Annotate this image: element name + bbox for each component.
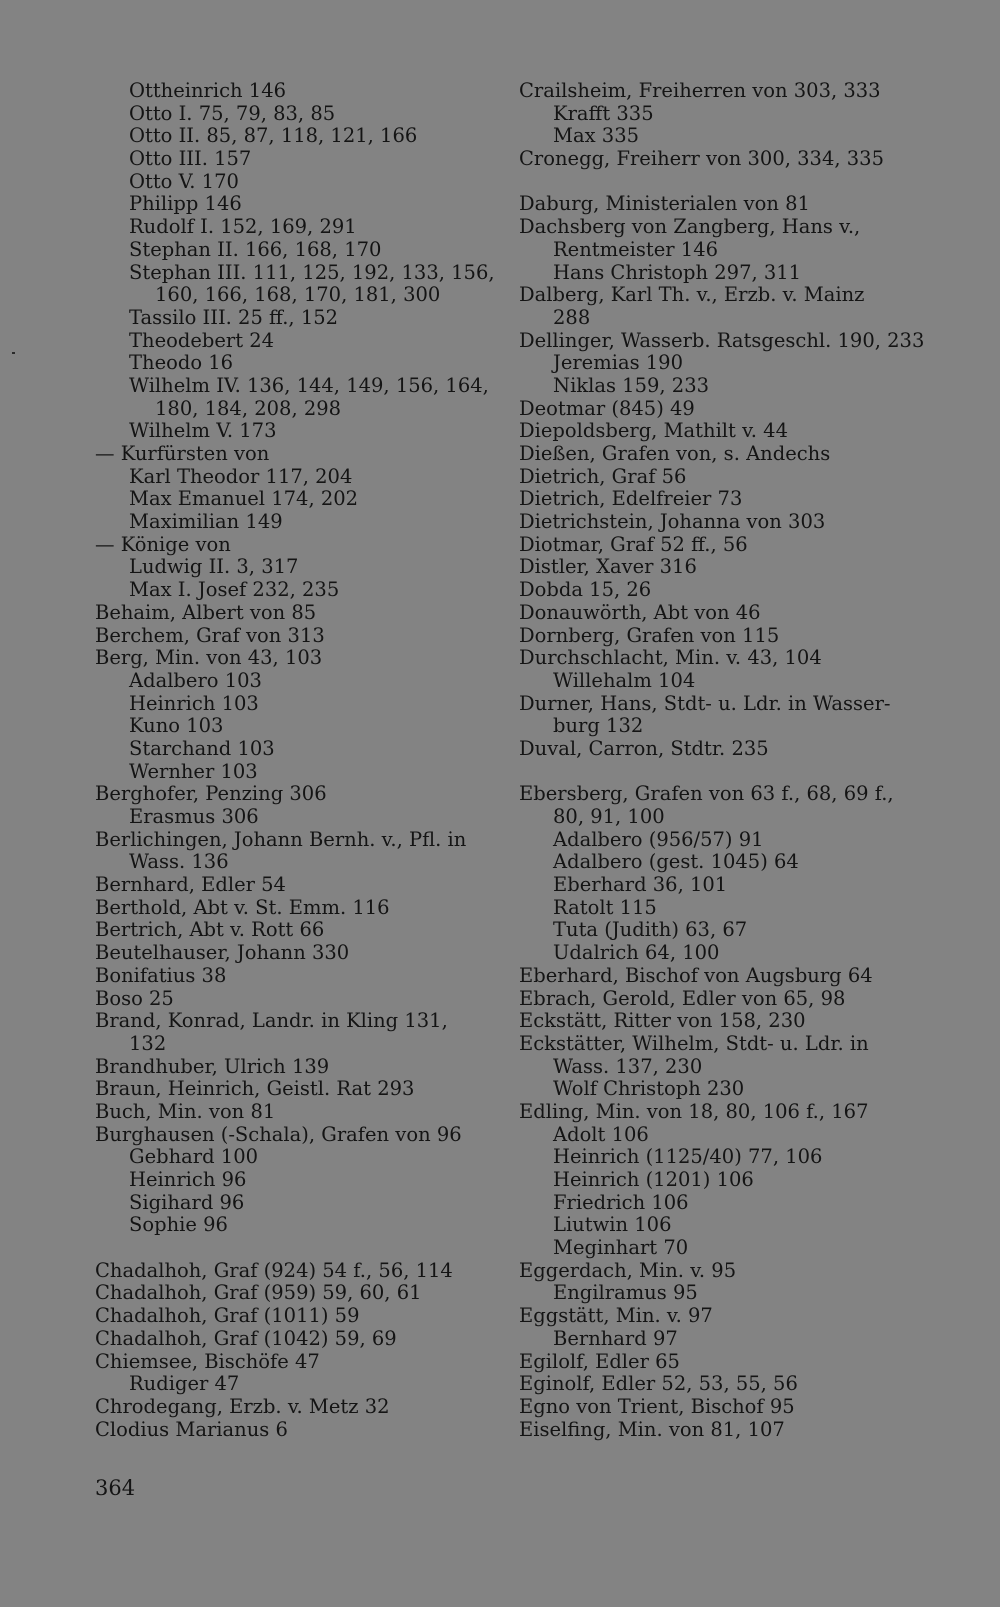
index-entry: Durchschlacht, Min. v. 43, 104	[519, 646, 822, 670]
index-subentry: Krafft 335	[553, 101, 654, 125]
index-subentry: 160, 166, 168, 170, 181, 300	[155, 283, 441, 307]
index-subentry: Otto I. 75, 79, 83, 85	[129, 101, 336, 125]
index-subentry: Rentmeister 146	[553, 237, 719, 261]
index-entry: Dießen, Grafen von, s. Andechs	[519, 442, 831, 465]
index-subentry: Hans Christoph 297, 311	[553, 260, 802, 284]
index-entry: Chadalhoh, Graf (924) 54 f., 56, 114	[95, 1258, 453, 1282]
index-entry: — Könige von	[95, 532, 231, 556]
index-subentry: 80, 91, 100	[553, 805, 665, 828]
index-subentry: Theodo 16	[129, 351, 234, 375]
index-entry: Ebrach, Gerold, Edler von 65, 98	[519, 986, 846, 1010]
index-subentry: Wernher 103	[129, 759, 258, 783]
index-subentry: Max I. Josef 232, 235	[129, 578, 340, 602]
index-subentry: Stephan II. 166, 168, 170	[129, 237, 382, 261]
index-entry: Braun, Heinrich, Geistl. Rat 293	[95, 1077, 415, 1101]
index-subentry: Niklas 159, 233	[553, 373, 710, 397]
index-subentry: Heinrich (1125/40) 77, 106	[553, 1145, 823, 1169]
index-subentry: Adalbero 103	[129, 668, 262, 692]
index-subentry: Adalbero (956/57) 91	[553, 827, 764, 851]
index-entry: Egno von Trient, Bischof 95	[519, 1394, 795, 1418]
index-subentry: Tuta (Judith) 63, 67	[553, 918, 748, 942]
index-entry: Dietrichstein, Johanna von 303	[519, 510, 826, 534]
index-subentry: burg 132	[553, 714, 644, 738]
index-subentry: Sigihard 96	[129, 1190, 245, 1214]
index-subentry: Wilhelm V. 173	[129, 419, 277, 443]
index-entry: Berg, Min. von 43, 103	[95, 646, 323, 670]
index-entry: Bonifatius 38	[95, 963, 227, 987]
index-entry: Distler, Xaver 316	[519, 555, 697, 579]
index-entry: Dornberg, Grafen von 115	[519, 623, 780, 647]
index-entry: Ebersberg, Grafen von 63 f., 68, 69 f.,	[519, 782, 894, 806]
index-subentry: Maximilian 149	[129, 510, 283, 534]
index-entry: Berlichingen, Johann Bernh. v., Pfl. in	[95, 827, 467, 851]
index-subentry: Tassilo III. 25 ff., 152	[129, 305, 339, 329]
index-entry: Edling, Min. von 18, 80, 106 f., 167	[519, 1099, 869, 1123]
index-entry: Eggerdach, Min. v. 95	[519, 1258, 737, 1282]
index-entry: Diotmar, Graf 52 ff., 56	[519, 532, 748, 556]
index-subentry: Udalrich 64, 100	[553, 941, 720, 965]
index-subentry: Max 335	[553, 124, 640, 148]
section-gap	[95, 1237, 495, 1260]
index-subentry: Rudiger 47	[129, 1372, 240, 1396]
index-entry: Buch, Min. von 81	[95, 1099, 276, 1123]
index-subentry: Bernhard 97	[553, 1326, 678, 1350]
index-entry: Brand, Konrad, Landr. in Kling 131,	[95, 1009, 448, 1033]
index-subentry: Ottheinrich 146	[129, 79, 287, 102]
index-entry: Eggstätt, Min. v. 97	[519, 1304, 713, 1328]
index-subentry: Engilramus 95	[553, 1281, 698, 1305]
index-subentry: Otto II. 85, 87, 118, 121, 166	[129, 124, 418, 148]
index-subentry: Karl Theodor 117, 204	[129, 464, 353, 488]
index-entry: Behaim, Albert von 85	[95, 600, 317, 624]
index-column-right	[519, 79, 925, 1441]
index-subentry: Friedrich 106	[553, 1190, 689, 1214]
index-subentry: Willehalm 104	[553, 668, 696, 692]
index-subentry: Meginhart 70	[553, 1236, 689, 1260]
index-entry: Donauwörth, Abt von 46	[519, 600, 761, 624]
scan-speck	[12, 352, 15, 354]
index-subentry: Kuno 103	[129, 714, 224, 738]
index-subentry: Erasmus 306	[129, 805, 259, 828]
index-entry: Bertrich, Abt v. Rott 66	[95, 918, 325, 942]
section-gap	[519, 171, 919, 194]
index-subentry: Liutwin 106	[553, 1213, 672, 1237]
index-subentry: Ludwig II. 3, 317	[129, 555, 299, 579]
index-subentry: Heinrich (1201) 106	[553, 1168, 754, 1191]
index-entry: Dalberg, Karl Th. v., Erzb. v. Mainz	[519, 283, 865, 307]
index-entry: Eckstätter, Wilhelm, Stdt- u. Ldr. in	[519, 1031, 869, 1055]
index-subentry: Max Emanuel 174, 202	[129, 487, 359, 511]
index-subentry: Eberhard 36, 101	[553, 873, 728, 897]
index-subentry: Theodebert 24	[129, 328, 275, 352]
index-subentry: 288	[553, 305, 591, 329]
index-entry: Berghofer, Penzing 306	[95, 782, 327, 806]
index-subentry: Heinrich 103	[129, 691, 259, 715]
index-subentry: Philipp 146	[129, 192, 242, 216]
index-subentry: Starchand 103	[129, 736, 275, 760]
index-entry: Chadalhoh, Graf (1042) 59, 69	[95, 1326, 397, 1350]
index-subentry: Wass. 137, 230	[553, 1054, 703, 1078]
index-entry: Daburg, Ministerialen von 81	[519, 192, 810, 216]
index-entry: Crailsheim, Freiherren von 303, 333	[519, 79, 881, 102]
index-entry: Berthold, Abt v. St. Emm. 116	[95, 895, 390, 919]
page-number: 364	[95, 1476, 136, 1500]
index-entry: Chiemsee, Bischöfe 47	[95, 1349, 320, 1373]
index-subentry: Wass. 136	[129, 850, 229, 874]
index-entry: Dachsberg von Zangberg, Hans v.,	[519, 215, 861, 239]
index-entry: Dietrich, Graf 56	[519, 464, 687, 488]
index-entry: Diepoldsberg, Mathilt v. 44	[519, 419, 788, 443]
index-entry: Burghausen (-Schala), Grafen von 96	[95, 1122, 462, 1146]
index-entry: Dobda 15, 26	[519, 578, 652, 602]
index-entry: Bernhard, Edler 54	[95, 873, 286, 897]
index-subentry: Wolf Christoph 230	[553, 1077, 745, 1101]
index-entry: Brandhuber, Ulrich 139	[95, 1054, 330, 1078]
index-subentry: Rudolf I. 152, 169, 291	[129, 215, 357, 239]
index-entry: Eckstätt, Ritter von 158, 230	[519, 1009, 806, 1033]
index-subentry: 180, 184, 208, 298	[155, 396, 342, 420]
index-entry: Chadalhoh, Graf (959) 59, 60, 61	[95, 1281, 422, 1305]
index-entry: Dellinger, Wasserb. Ratsgeschl. 190, 233	[519, 328, 925, 352]
index-entry: Clodius Marianus 6	[95, 1417, 288, 1441]
index-entry: Dietrich, Edelfreier 73	[519, 487, 743, 511]
index-entry: Chadalhoh, Graf (1011) 59	[95, 1304, 360, 1328]
index-entry: Deotmar (845) 49	[519, 396, 695, 420]
index-subentry: Otto III. 157	[129, 147, 252, 171]
index-entry: Berchem, Graf von 313	[95, 623, 325, 647]
index-entry: Cronegg, Freiherr von 300, 334, 335	[519, 147, 884, 171]
index-entry: Beutelhauser, Johann 330	[95, 941, 350, 965]
index-entry: Duval, Carron, Stdtr. 235	[519, 736, 769, 760]
index-subentry: Otto V. 170	[129, 169, 239, 193]
index-column-left	[95, 80, 495, 1441]
index-entry: Boso 25	[95, 986, 174, 1010]
index-entry: Eiselfing, Min. von 81, 107	[519, 1417, 785, 1441]
index-subentry: 132	[129, 1031, 167, 1055]
index-entry: Durner, Hans, Stdt- u. Ldr. in Wasser-	[519, 691, 891, 715]
index-entry: Eginolf, Edler 52, 53, 55, 56	[519, 1372, 798, 1396]
index-subentry: Jeremias 190	[553, 351, 683, 375]
index-entry: Egilolf, Edler 65	[519, 1349, 680, 1373]
index-subentry: Heinrich 96	[129, 1168, 247, 1191]
section-gap	[519, 761, 919, 784]
index-subentry: Ratolt 115	[553, 895, 657, 919]
index-subentry: Wilhelm IV. 136, 144, 149, 156, 164,	[129, 373, 489, 397]
index-entry: — Kurfürsten von	[95, 442, 270, 465]
index-subentry: Sophie 96	[129, 1213, 228, 1237]
index-subentry: Adolt 106	[553, 1122, 649, 1146]
index-entry: Eberhard, Bischof von Augsburg 64	[519, 963, 873, 987]
index-subentry: Adalbero (gest. 1045) 64	[553, 850, 799, 874]
index-entry: Chrodegang, Erzb. v. Metz 32	[95, 1394, 390, 1418]
index-subentry: Stephan III. 111, 125, 192, 133, 156,	[129, 260, 495, 284]
index-subentry: Gebhard 100	[129, 1145, 259, 1169]
